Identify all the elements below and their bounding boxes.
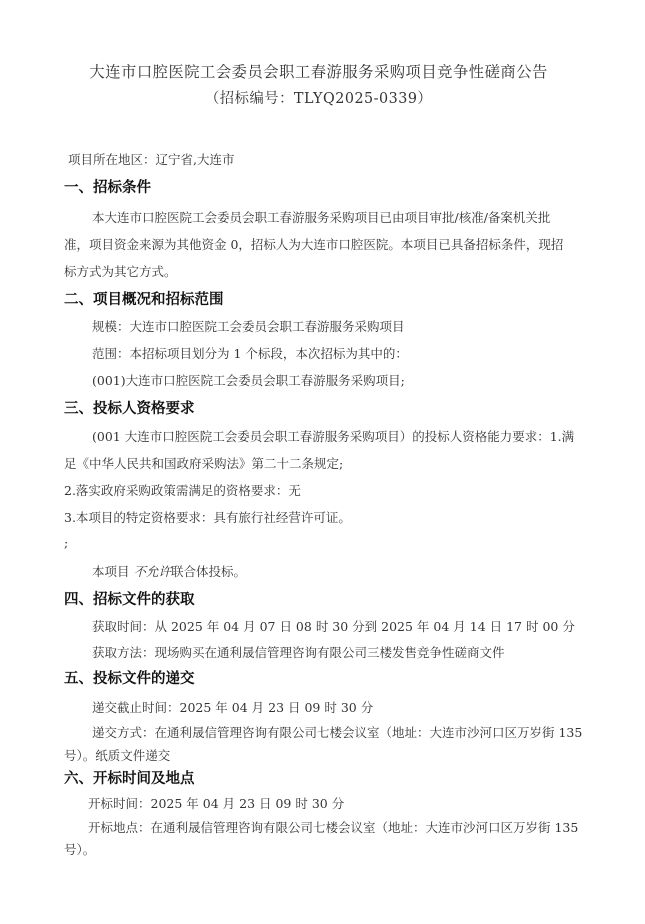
section-4-time: 获取时间：从 2025 年 04 月 07 日 08 时 30 分到 2025 年 04 月 14 日 17 时 00 分 [92,619,575,634]
section-3-line-1: (001 大连市口腔医院工会委员会职工春游服务采购项目）的投标人资格能力要求：1.满 [92,429,575,444]
section-5-method-1: 递交方式：在通利晟信管理咨询有限公司七楼会议室（地址：大连市沙河口区万岁街 135 [92,725,583,740]
section-5-heading: 五、投标文件的递交 [64,671,195,687]
section-3-heading: 三、投标人资格要求 [64,401,195,417]
section-3-line-5: ; [64,535,69,550]
section-2-scope: 范围：本招标项目划分为 1 个标段，本次招标为其中的： [92,346,408,361]
section-1-line-2: 准，项目资金来源为其他资金 0，招标人为大连市口腔医院。本项目已具备招标条件，现招 [64,237,564,252]
document-subtitle: （招标编号：TLYQ2025-0339） [204,91,433,107]
section-2-heading: 二、项目概况和招标范围 [64,292,224,308]
section-3-line-2: 足《中华人民共和国政府采购法》第二十二条规定; [64,456,344,471]
section-6-location-1: 开标地点：在通利晟信管理咨询有限公司七楼会议室（地址：大连市沙河口区万岁街 135 [88,820,579,835]
section-6-time: 开标时间：2025 年 04 月 23 日 09 时 30 分 [88,796,345,811]
section-6-heading: 六、开标时间及地点 [64,771,195,787]
section-1-line-1: 本大连市口腔医院工会委员会职工春游服务采购项目已由项目审批/核准/备案机关批 [92,210,551,225]
document-title: 大连市口腔医院工会委员会职工春游服务采购项目竞争性磋商公告 [89,63,548,81]
section-1-line-3: 标方式为其它方式。 [64,264,177,279]
section-3-line-4: 3.本项目的特定资格要求：具有旅行社经营许可证。 [64,510,351,525]
section-2-scale: 规模：大连市口腔医院工会委员会职工春游服务采购项目 [92,319,405,334]
section-4-method: 获取方法：现场购买在通利晟信管理咨询有限公司三楼发售竞争性磋商文件 [92,645,505,660]
consortium-text-a: 本项目 [92,564,134,579]
section-5-deadline: 递交截止时间：2025 年 04 月 23 日 09 时 30 分 [92,700,374,715]
section-4-heading: 四、招标文件的获取 [64,592,195,608]
section-6-location-2: 号）。 [64,842,96,857]
section-2-lot: (001)大连市口腔医院工会委员会职工春游服务采购项目; [92,373,405,388]
section-5-method-2: 号）。纸质文件递交 [64,748,171,763]
consortium-text-c: 联合体投标。 [171,564,247,579]
project-region: 项目所在地区：辽宁省,大连市 [68,152,235,167]
section-1-heading: 一、招标条件 [64,180,151,196]
section-3-line-3: 2.落实政府采购政策需满足的资格要求：无 [64,483,301,498]
consortium-not-allowed: 不允许 [133,564,171,579]
section-3-consortium [92,562,246,580]
